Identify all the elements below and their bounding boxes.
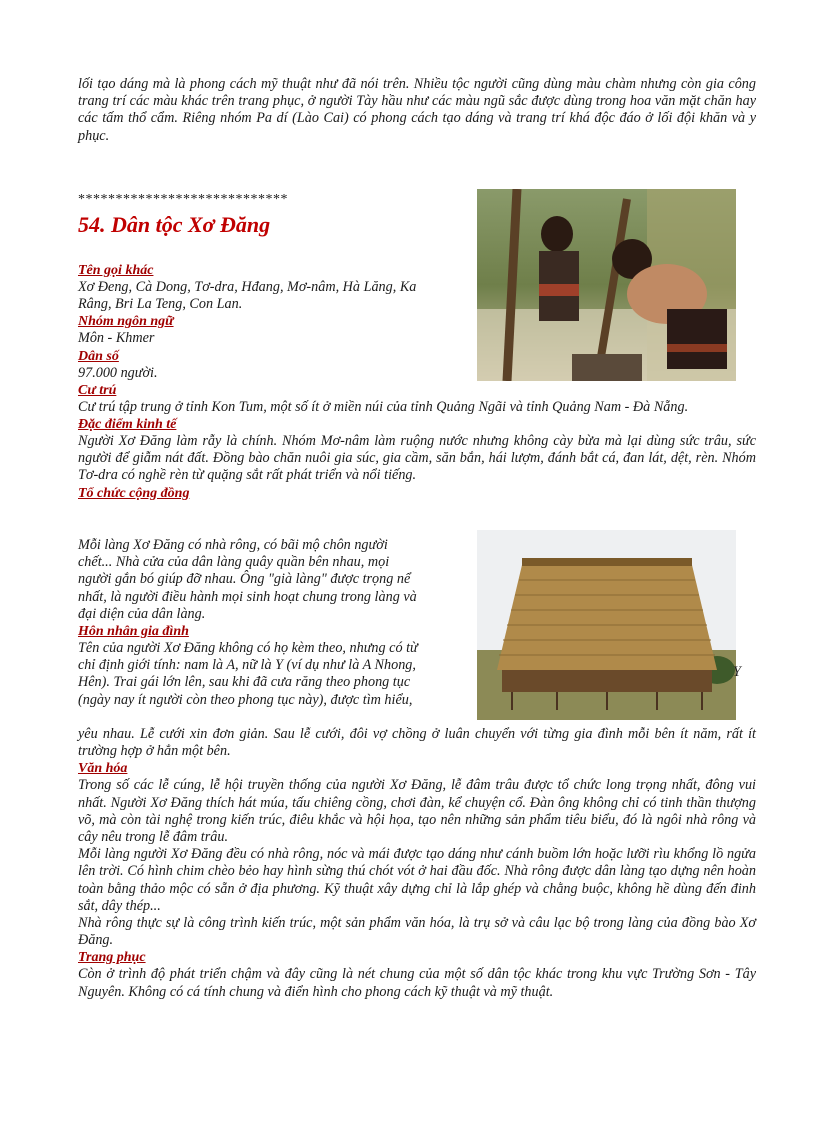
heading-ten-goi-khac: Tên gọi khác xyxy=(78,263,154,278)
cong-dong-line: chết... Nhà cửa của dân làng quây quần bên nhau, mọi xyxy=(78,554,390,571)
cong-dong-line: đại diện của dân làng. xyxy=(78,605,206,622)
lower-sections xyxy=(78,726,756,1001)
ten-goi-khac-line1: Xơ Đeng, Cà Dong, Tơ-dra, Hđang, Mơ-nâm, Hà Lăng, Ka xyxy=(78,279,417,295)
heading-kinh-te: Đặc điểm kinh tế xyxy=(78,417,177,433)
van-hoa-p2: Mỗi làng người Xơ Đăng đều có nhà rông, nóc và mái được tạo dáng như cánh buồm lớn hoặc lưỡi rìu khổng lồ ngửa lên trời. Có hình chim chèo bẻo hay hình sừng thú chót vót ở hai đầu đốc. Nhà rông được dân làng tạo dựng nên hoàn toàn bằng thảo mộc có sẵn ở địa phương. Kỹ thuật xây dựng chỉ là lắp ghép và chằng buộc, không hề dùng đến đinh sắt, dây thép... xyxy=(78,846,756,914)
communal-house-photo xyxy=(477,530,736,720)
separator: **************************** xyxy=(78,192,288,207)
nhom-ngon-ngu-text: Môn - Khmer xyxy=(78,330,155,347)
heading-cu-tru: Cư trú xyxy=(78,382,117,398)
cong-dong-line: người gắn bó giúp đỡ nhau. Ông "già làng" được trọng nể xyxy=(78,571,411,588)
cong-dong-line: Mỗi làng Xơ Đăng có nhà rông, có bãi mộ chôn người xyxy=(78,537,388,553)
section-ten-goi-khac xyxy=(78,262,756,502)
hon-nhan-line: chỉ định giới tính: nam là A, nữ là Y (ví dụ như là A Nhong, xyxy=(78,657,416,674)
ten-goi-khac-line2: Râng, Bri La Teng, Con Lan. xyxy=(78,296,243,313)
intro-paragraph xyxy=(78,76,756,145)
van-hoa-p1: Trong số các lễ cúng, lễ hội truyền thống của người Xơ Đăng, lễ đâm trâu được tổ chức long trọng nhất, đông vui nhất. Người Xơ Đăng thích hát múa, tấu chiêng cồng, chơi đàn, kể chuyện cổ. Đàn ông không chỉ có tinh thần thượng võ, mà còn tài nghệ trong kiến trúc, điêu khắc và hội họa, tạo nên những sản phẩm tiêu biểu, đó là ngôi nhà rông và cây nêu trong lễ đâm trâu. xyxy=(78,777,756,846)
intro-text: lối tạo dáng mà là phong cách mỹ thuật như đã nói trên. Nhiều tộc người cũng dùng màu chàm nhưng còn gia công trang trí các màu khác trên trang phục, ở người Tày hầu như các màu ngũ sắc được dùng trong hoa văn mặt chăn hay các tấm thổ cẩm. Riêng nhóm Pa dí (Lào Cai) có phong cách tạo dáng và trang trí khá độc đáo ở lối đội khăn và y phục. xyxy=(78,76,756,144)
hon-nhan-overflow-char: Y xyxy=(733,664,741,680)
heading-trang-phuc: Trang phục xyxy=(78,950,146,966)
heading-hon-nhan: Hôn nhân gia đình xyxy=(78,624,189,640)
heading-dan-so: Dân số xyxy=(78,348,119,364)
heading-van-hoa: Văn hóa xyxy=(78,761,128,777)
trang-phuc-text: Còn ở trình độ phát triển chậm và đây cũng là nét chung của một số dân tộc khác trong khu vực Trường Sơn - Tây Nguyên. Không có cá tính chung và điển hình cho phong cách kỹ thuật và mỹ thuật. xyxy=(78,966,756,1000)
dan-so-text: 97.000 người. xyxy=(78,364,158,381)
heading-nhom-ngon-ngu: Nhóm ngôn ngữ xyxy=(78,314,174,330)
hon-nhan-line: Hên). Trai gái lớn lên, sau khi đã cưa răng theo phong tục xyxy=(78,674,411,691)
hon-nhan-line: (ngày nay ít người còn theo phong tục này), được tìm hiểu, xyxy=(78,691,413,708)
cong-dong-line: nhất, là người điều hành mọi sinh hoạt chung trong làng và xyxy=(78,588,417,605)
hon-nhan-tail: yêu nhau. Lễ cưới xin đơn giản. Sau lễ cưới, đôi vợ chồng ở luân chuyển với từng gia đình mỗi bên ít năm, rất ít trường hợp ở hẳn một bên. xyxy=(78,726,756,760)
hon-nhan-line: Tên của người Xơ Đăng không có họ kèm theo, nhưng có từ xyxy=(78,640,418,657)
van-hoa-p3: Nhà rông thực sự là công trình kiến trúc, một sản phẩm văn hóa, là trụ sở và câu lạc bộ trong làng của đồng bào Xơ Đăng. xyxy=(78,915,756,949)
cong-dong-text xyxy=(78,537,476,709)
kinh-te-text: Người Xơ Đăng làm rẫy là chính. Nhóm Mơ-nâm làm ruộng nước nhưng không cày bừa mà lại dùng sức trâu, sức người để giẫm nát đất. Đồng bào chăn nuôi gia súc, gia cầm, săn bắn, hái lượm, đánh bắt cá, đan lát, dệt, rèn. Nhóm Tơ-dra có nghề rèn từ quặng sắt rất phát triển và nổi tiếng. xyxy=(78,433,756,484)
page-title: 54. Dân tộc Xơ Đăng xyxy=(78,212,271,237)
cu-tru-text: Cư trú tập trung ở tỉnh Kon Tum, một số ít ở miền núi của tỉnh Quảng Ngãi và tỉnh Quảng Nam - Đà Nẵng. xyxy=(78,398,689,415)
heading-cong-dong: Tổ chức cộng đồng xyxy=(78,485,190,501)
